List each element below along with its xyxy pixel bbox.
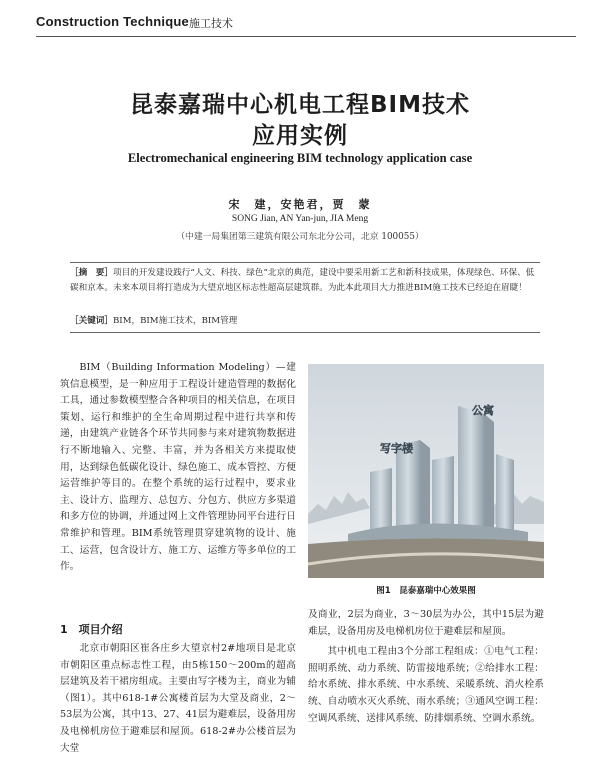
label-office: 写字楼 xyxy=(380,442,413,455)
keywords-text: BIM，BIM施工技术，BIM管理 xyxy=(112,316,238,326)
office-tower-side xyxy=(420,440,430,534)
journal-name-cn: 施工技术 xyxy=(189,17,233,30)
section-heading-1: 1 项目介绍 xyxy=(60,623,123,636)
authors-cn: 宋 建，安艳君，贾 蒙 xyxy=(228,198,372,211)
body-left-column-section1 xyxy=(60,641,296,757)
paper-title-line2: 应用实例 xyxy=(252,123,348,149)
apartment-tower-side xyxy=(484,414,494,532)
abstract-rule-bottom xyxy=(70,332,540,333)
abstract-text: 项目的开发建设践行“人文、科技、绿色”北京的典范，建设中要采用新工艺和新科技成果，体现绿色、环保、低碳和京本。未来本项目将打造成为大望京地区标志性超高层建筑群。为此本此项目大力推进BIM施工技术已经迫在眉睫！ xyxy=(70,268,535,293)
journal-name-en: Construction Technique xyxy=(36,14,189,29)
keywords xyxy=(70,314,540,329)
tower-middle xyxy=(432,456,454,534)
figure-rendering xyxy=(308,364,544,578)
body-right-column xyxy=(308,607,544,727)
abstract-rule-top xyxy=(70,262,540,263)
paper-title-en: Electromechanical engineering BIM technology application case xyxy=(127,151,473,165)
project-paragraph: 北京市朝阳区崔各庄乡大望京村2#地项目是北京市朝阳区重点标志性工程，由5栋150～200m的超高层建筑及若干裙房组成。主要由写字楼为主，商业为辅（图1）。其中618-1#公寓楼首层为大堂及商业，2～53层为公寓，其中13、27、41层为避难层，设备用房及电梯机房位于避难层和屋顶。618-2#办公楼首层为大堂 xyxy=(60,643,296,754)
label-apartment: 公寓 xyxy=(472,404,494,417)
abstract-label: ［摘 要］ xyxy=(70,268,113,278)
running-header xyxy=(36,12,576,38)
apartment-tower xyxy=(458,406,484,532)
authors-en: SONG Jian, AN Yan-jun, JIA Meng xyxy=(231,214,369,224)
building-rendering-image xyxy=(308,364,544,578)
keywords-label: ［关键词］ xyxy=(70,316,113,326)
tower-right xyxy=(496,454,514,530)
abstract xyxy=(70,266,540,296)
figure-caption: 图1 昆泰嘉瑞中心效果图 xyxy=(376,586,476,596)
project-paragraph-cont: 及商业，2层为商业，3～30层为办公，其中15层为避难层，设备用房及电梯机房位于避难层和屋顶。 xyxy=(308,609,544,637)
intro-paragraph: BIM（Building Information Modeling）—建筑信息模型，是一种应用于工程设计建造管理的数据化工具，通过参数模型整合各种项目的相关信息，在项目策划、运行和维护的全生命周期过程中进行共享和传递，由建筑产业链各个环节共同参与来对建筑物数据进行不断地输入、完整、丰富，并为各相关方来提取使用，达到绿色低碳化设计、绿色施工、成本管控、方便运营维护等目的。在整个系统的运行过程中，要求业主、设计方、监理方、总包方、分包方、供应方多渠道和多方位的协调，并通过网上文件管理协同平台进行日常维护和管理。BIM系统管理贯穿建筑物的设计、施工、运营，包含设计方、施工方、运维方等多单位的工作。 xyxy=(60,362,296,573)
header-rule xyxy=(36,36,576,37)
mep-paragraph: 其中机电工程由3个分部工程组成：①电气工程：照明系统、动力系统、防雷接地系统；②给排水工程：给水系统、排水系统、中水系统、采暖系统、消火栓系统、自动喷水灭火系统、雨水系统；③通风空调工程：空调风系统、送排风系统、防排烟系统、空调水系统。 xyxy=(308,646,544,724)
paper-title-line1: 昆泰嘉瑞中心机电工程BIM技术 xyxy=(130,92,470,118)
body-left-column xyxy=(60,360,296,576)
affiliation: （中建一局集团第三建筑有限公司东北分公司，北京 100055） xyxy=(176,232,424,242)
